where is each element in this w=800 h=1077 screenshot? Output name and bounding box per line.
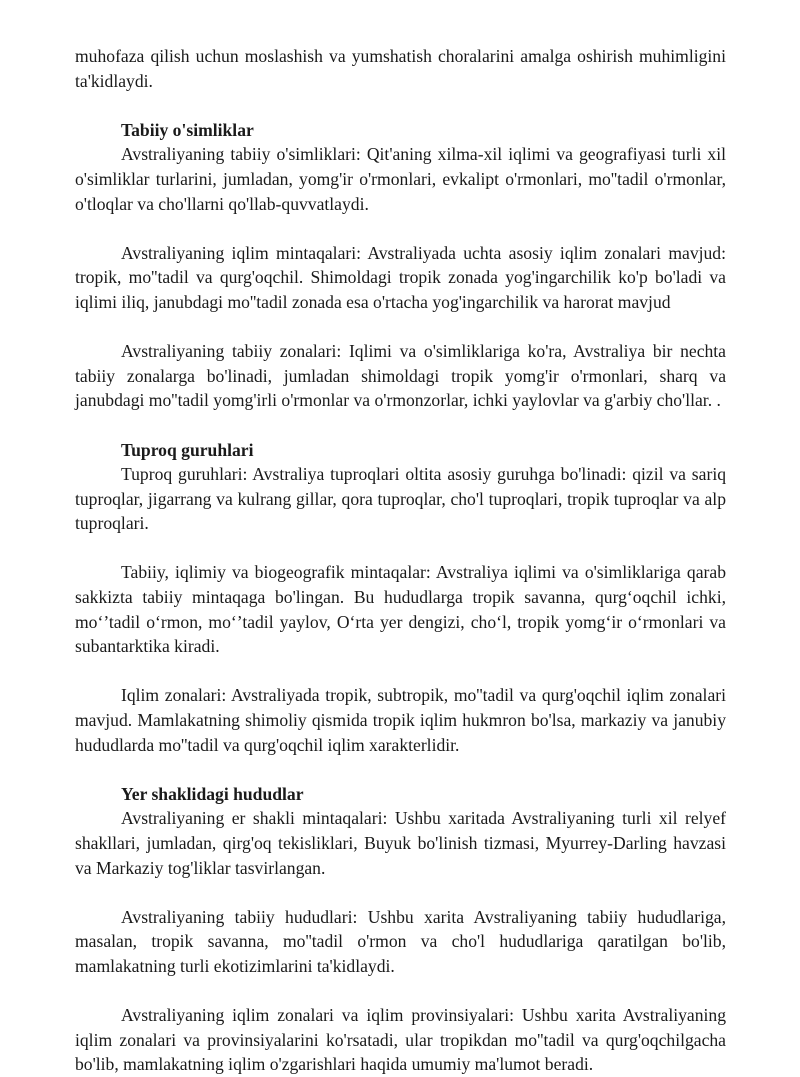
paragraph-iqlim-mintaqalari: Avstraliyaning iqlim mintaqalari: Avstraliyada uchta asosiy iqlim zonalari mavjud: tropik, mo''tadil va qurg'oqchil. Shimoldagi tropik zonada yog'ingarchilik ko'p bo'ladi va iqlimi iliq, janubdagi mo''tadil zonada esa o'rtacha yog'ingarchilik va harorat mavjud	[75, 242, 726, 312]
paragraph-tabiiy-zonalari: Avstraliyaning tabiiy zonalari: Iqlimi va o'simliklariga ko'ra, Avstraliya bir nechta tabiiy zonalarga bo'linadi, jumladan shimoldagi tropik yomg'ir o'rmonlari, sharq va janubdagi mo''tadil yomg'irli o'rmonlar va o'rmonzorlar, ichki yaylovlar va g'arbiy cho'llar. .	[75, 341, 726, 411]
section-heading-yer-shaklidagi-hududlar: Yer shaklidagi hududlar	[121, 783, 304, 804]
paragraph-continued: muhofaza qilish uchun moslashish va yumshatish choralarini amalga oshirish muhimligini ta'kidlaydi.	[75, 46, 726, 91]
section-heading-tabiiy-osimliklar: Tabiiy o'simliklar	[121, 119, 254, 140]
paragraph-iqlim-provinsiyalari: Avstraliyaning iqlim zonalari va iqlim provinsiyalari: Ushbu xarita Avstraliyaning iqlim zonalari va provinsiyalarini ko'rsatadi, ular tropikdan mo''tadil va qurg'oqchilgacha bo'lib, mamlakatning iqlim o'zgarishlari haqida umumiy ma'lumot beradi.	[75, 1005, 726, 1075]
paragraph-iqlim-zonalari: Iqlim zonalari: Avstraliyada tropik, subtropik, mo''tadil va qurg'oqchil iqlim zonalari mavjud. Mamlakatning shimoliy qismida tropik iqlim hukmron bo'lsa, markaziy va janubiy hududlarda mo''tadil va qurg'oqchil iqlim xarakterlidir.	[75, 685, 726, 755]
section-heading-tuproq-guruhlari: Tuproq guruhlari	[121, 439, 254, 460]
paragraph-tabiiy-hududlari: Avstraliyaning tabiiy hududlari: Ushbu xarita Avstraliyaning tabiiy hududlariga, masalan, tropik savanna, mo''tadil o'rmon va cho'l hududlariga qaratilgan bo'lib, mamlakatning turli ekotizimlarini ta'kidlaydi.	[75, 906, 726, 976]
paragraph-biogeografik-mintaqalar: Tabiiy, iqlimiy va biogeografik mintaqalar: Avstraliya iqlimi va o'simliklariga qarab sakkizta tabiiy mintaqaga bo'lingan. Bu hududlarga tropik savanna, qurg‘oqchil ichki, mo‘’tadil o‘rmon, mo‘’tadil yaylov, O‘rta yer dengizi, cho‘l, tropik yomg‘ir o‘rmonlari va subantarktika kiradi.	[75, 562, 726, 657]
paragraph-tuproq-guruhlari: Tuproq guruhlari: Avstraliya tuproqlari oltita asosiy guruhga bo'linadi: qizil va sariq tuproqlar, jigarrang va kulrang gillar, qora tuproqlar, cho'l tuproqlari, tropik tuproqlar va alp tuproqlari.	[75, 464, 726, 534]
document-page	[75, 44, 726, 1077]
paragraph-tabiiy-osimliklari: Avstraliyaning tabiiy o'simliklari: Qit'aning xilma-xil iqlimi va geografiyasi turli xil o'simliklar turlarini, jumladan, yomg'ir o'rmonlari, evkalipt o'rmonlari, mo''tadil o'rmonlar, o'tloqlar va cho'llarni qo'llab-quvvatlaydi.	[75, 144, 726, 214]
paragraph-er-shakli-mintaqalari: Avstraliyaning er shakli mintaqalari: Ushbu xaritada Avstraliyaning turli xil relyef shakllari, jumladan, qirg'oq tekisliklari, Buyuk bo'linish tizmasi, Myurrey-Darling havzasi va Markaziy tog'liklar tasvirlangan.	[75, 808, 726, 878]
